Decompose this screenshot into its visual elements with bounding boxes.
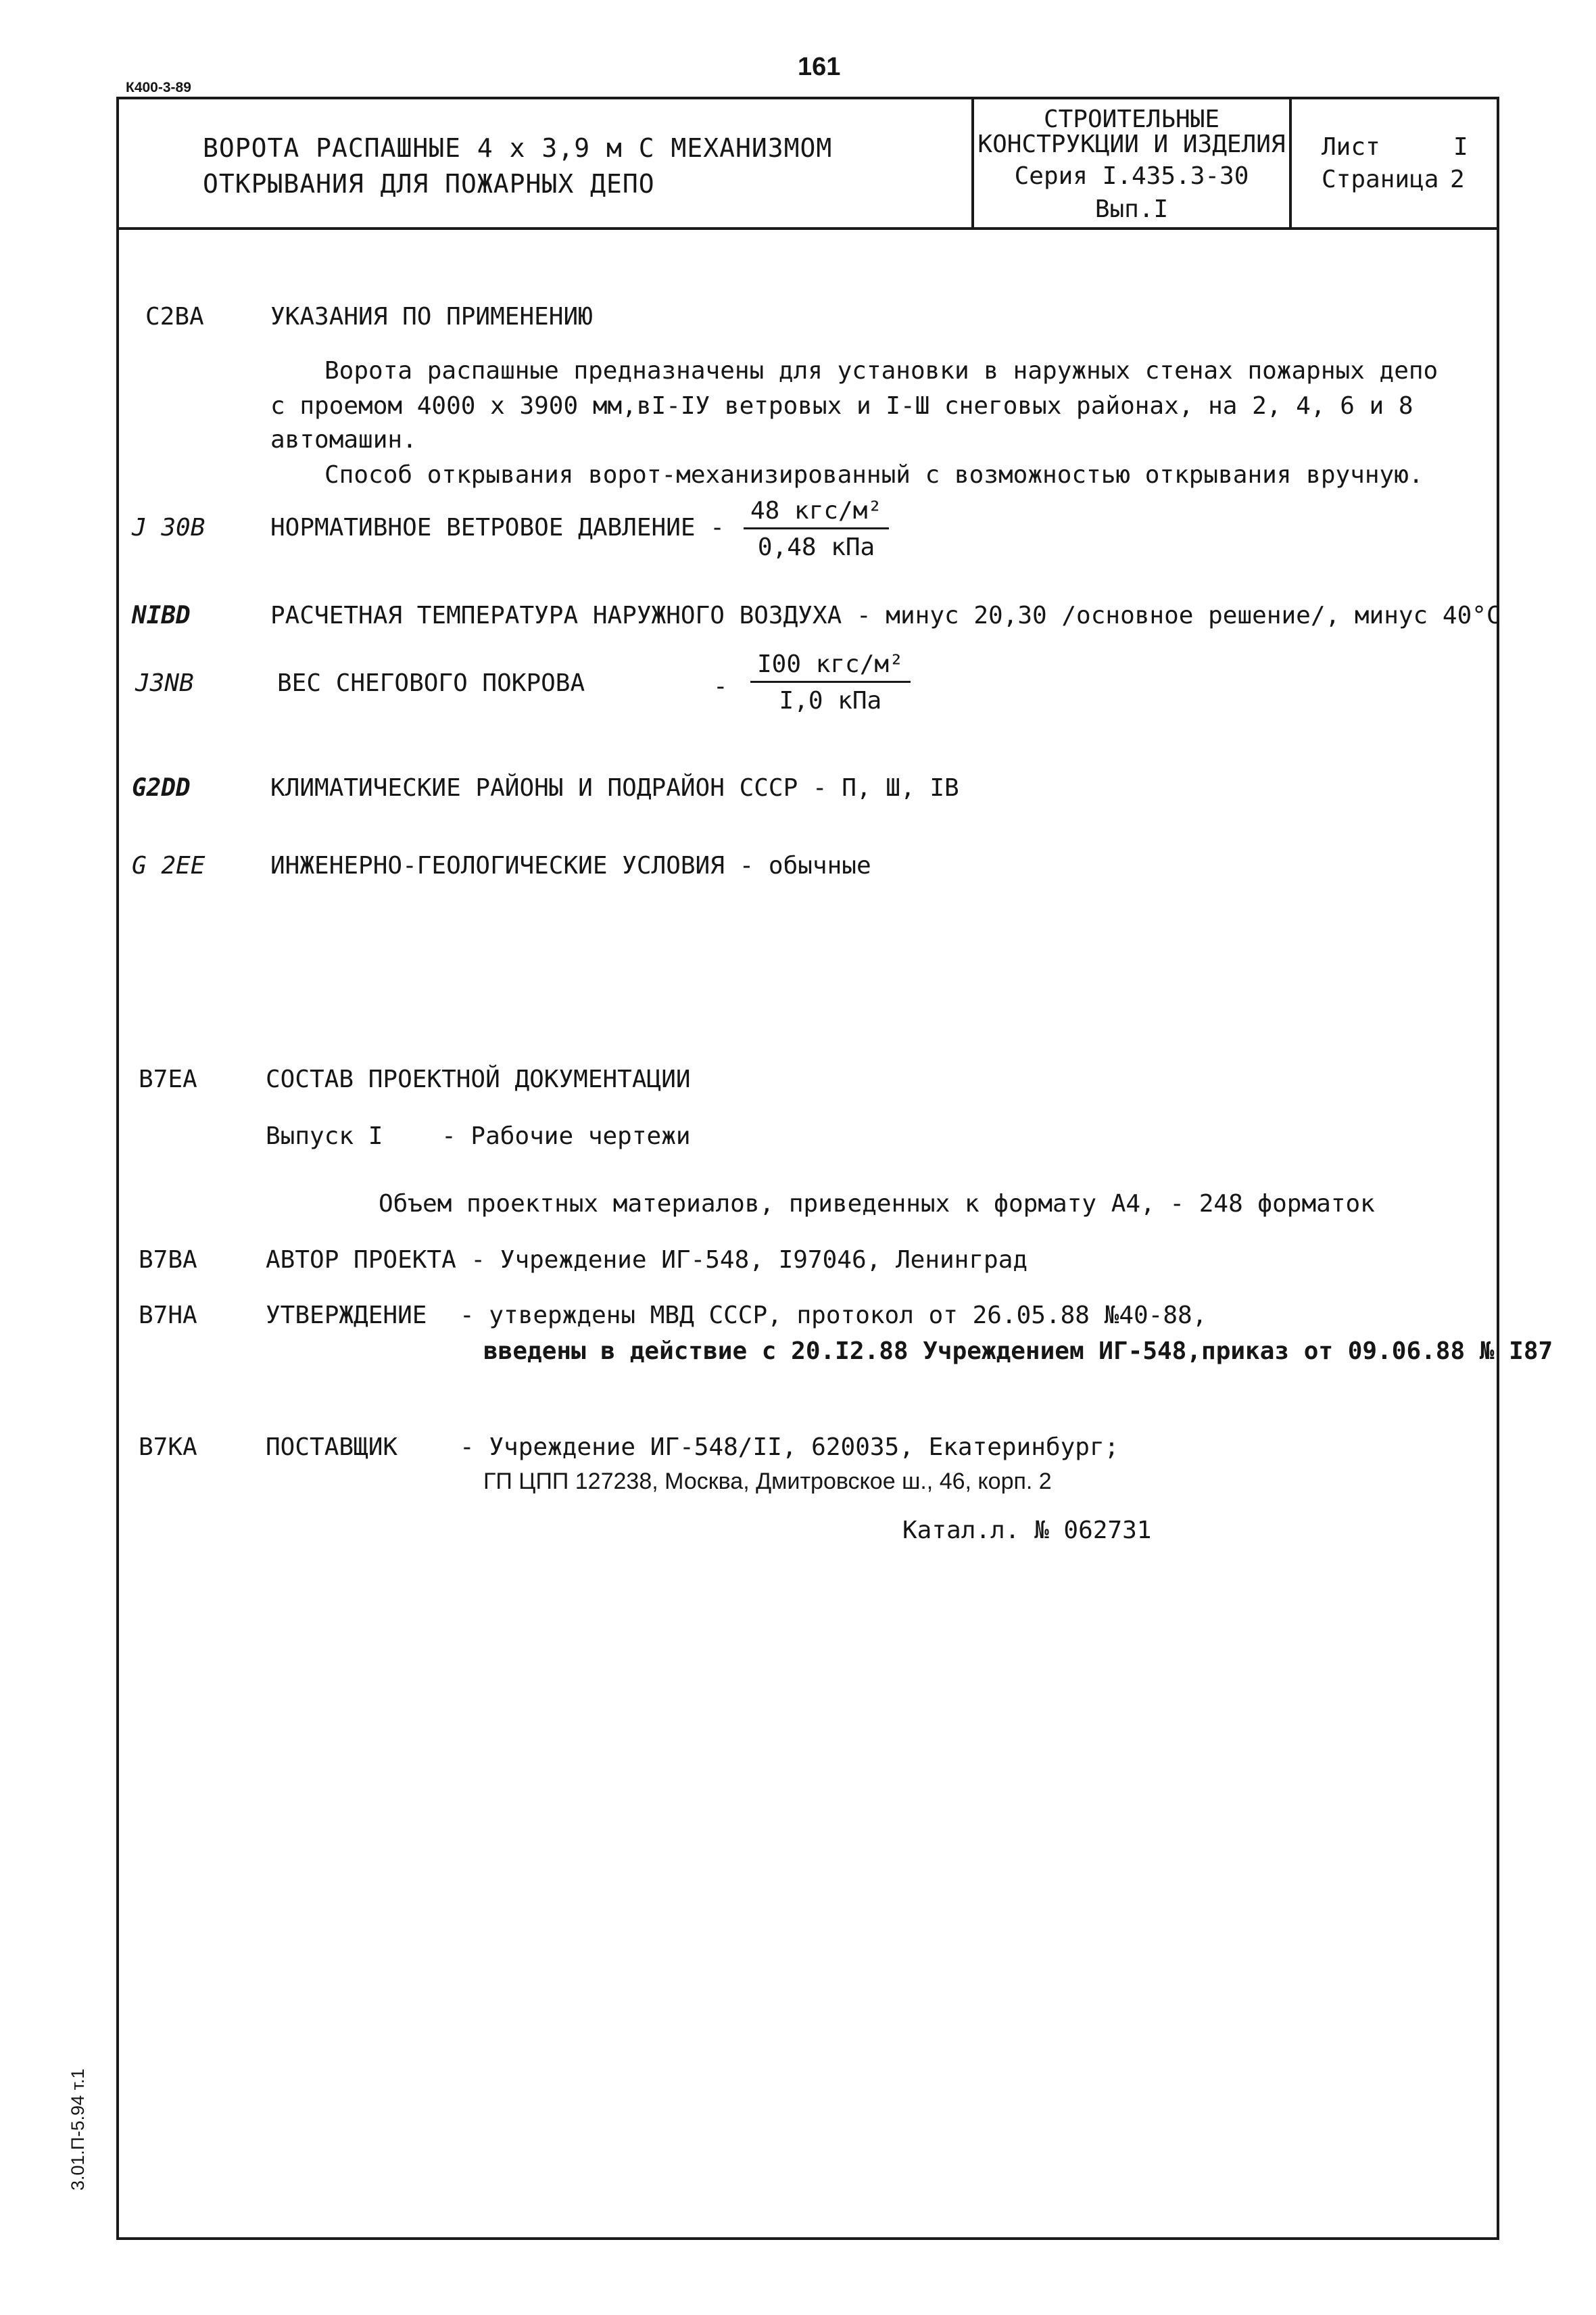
usage-paragraph-2: Способ открывания ворот-механизированный с возможностью открывания вручную. [324, 461, 1424, 489]
usage-paragraph-line3: автомашин. [270, 426, 417, 454]
wind-label: НОРМАТИВНОЕ ВЕТРОВОЕ ДАВЛЕНИЕ - [270, 514, 725, 542]
snow-label: ВЕС СНЕГОВОГО ПОКРОВА [277, 669, 585, 697]
temperature-code: NIBD [132, 602, 191, 629]
sheet-label: Лист [1322, 133, 1380, 161]
catalog-number: Катал.л. № 062731 [902, 1517, 1152, 1544]
author-code: В7ВА [139, 1246, 197, 1274]
supplier-line2: ГП ЦПП 127238, Москва, Дмитровское ш., 46, корп. 2 [483, 1469, 1052, 1494]
wind-code: J 30В [132, 514, 205, 542]
temperature-text: РАСЧЕТНАЯ ТЕМПЕРАТУРА НАРУЖНОГО ВОЗДУХА - минус 20,30 /основное решение/, минус 40°С [270, 602, 1501, 629]
issue-number: Вып.I [1094, 195, 1169, 223]
series-number: Серия I.435.3-30 [1014, 162, 1249, 190]
document-code: К400-3-89 [126, 80, 191, 95]
page-number: 161 [798, 53, 841, 81]
snow-dash: - [713, 673, 728, 700]
supplier-label: ПОСТАВЩИК [266, 1433, 398, 1461]
title-block-divider [116, 227, 1499, 230]
usage-code: С2ВА [145, 303, 204, 331]
usage-heading: УКАЗАНИЯ ПО ПРИМЕНЕНИЮ [270, 303, 593, 331]
usage-paragraph-line1: Ворота распашные предназначены для установки в наружных стенах пожарных депо [324, 357, 1438, 385]
approval-line2: введены в действие с 20.I2.88 Учреждением ИГ-548,приказ от 09.06.88 № I87 [483, 1337, 1553, 1365]
composition-volume: Объем проектных материалов, приведенных к формату А4, - 248 форматок [379, 1190, 1375, 1218]
document-title-line2: ОТКРЫВАНИЯ ДЛЯ ПОЖАРНЫХ ДЕПО [203, 169, 655, 199]
climate-code: G2DD [132, 774, 191, 802]
title-block-col-divider-1 [971, 97, 974, 229]
approval-line1: - утверждены МВД СССР, протокол от 26.05.88 №40-88, [460, 1302, 1207, 1329]
org-line2: КОНСТРУКЦИИ И ИЗДЕЛИЯ [977, 130, 1286, 158]
approval-code: В7НА [139, 1302, 197, 1329]
author-text: АВТОР ПРОЕКТА - Учреждение ИГ-548, I97046, Ленинград [266, 1246, 1028, 1274]
usage-paragraph-line2: с проемом 4000 х 3900 мм,вI-IУ ветровых и I-Ш снеговых районах, на 2, 4, 6 и 8 [270, 392, 1413, 420]
snow-load-fraction [750, 650, 911, 715]
side-stamp: 3.01.П-5.94 т.1 [68, 2068, 88, 2191]
geology-text: ИНЖЕНЕРНО-ГЕОЛОГИЧЕСКИЕ УСЛОВИЯ - обычные [270, 852, 871, 880]
snow-load-kpa: I,0 кПа [779, 687, 882, 715]
wind-pressure-fraction [744, 497, 889, 561]
composition-heading: СОСТАВ ПРОЕКТНОЙ ДОКУМЕНТАЦИИ [266, 1066, 691, 1093]
geology-code: G 2ЕЕ [132, 852, 205, 880]
page-value: 2 [1450, 166, 1465, 193]
org-line1: СТРОИТЕЛЬНЫЕ [1043, 105, 1220, 133]
snow-load-kgf: I00 кгс/м² [750, 650, 911, 683]
snow-code: J3NВ [135, 669, 194, 697]
approval-label: УТВЕРЖДЕНИЕ [266, 1302, 427, 1329]
wind-pressure-kpa: 0,48 кПа [757, 533, 875, 561]
supplier-code: В7КА [139, 1433, 197, 1461]
supplier-line1: - Учреждение ИГ-548/II, 620035, Екатеринбург; [460, 1433, 1119, 1461]
climate-text: КЛИМАТИЧЕСКИЕ РАЙОНЫ И ПОДРАЙОН СССР - П, Ш, IВ [270, 774, 959, 802]
composition-code: В7ЕА [139, 1066, 197, 1093]
page-label: Страница [1322, 166, 1439, 193]
wind-pressure-kgf: 48 кгс/м² [744, 497, 889, 529]
composition-issue: Выпуск I - Рабочие чертежи [266, 1122, 691, 1150]
sheet-value: I [1453, 133, 1468, 161]
title-block-col-divider-2 [1289, 97, 1292, 229]
document-title-line1: ВОРОТА РАСПАШНЫЕ 4 х 3,9 м С МЕХАНИЗМОМ [203, 133, 833, 163]
